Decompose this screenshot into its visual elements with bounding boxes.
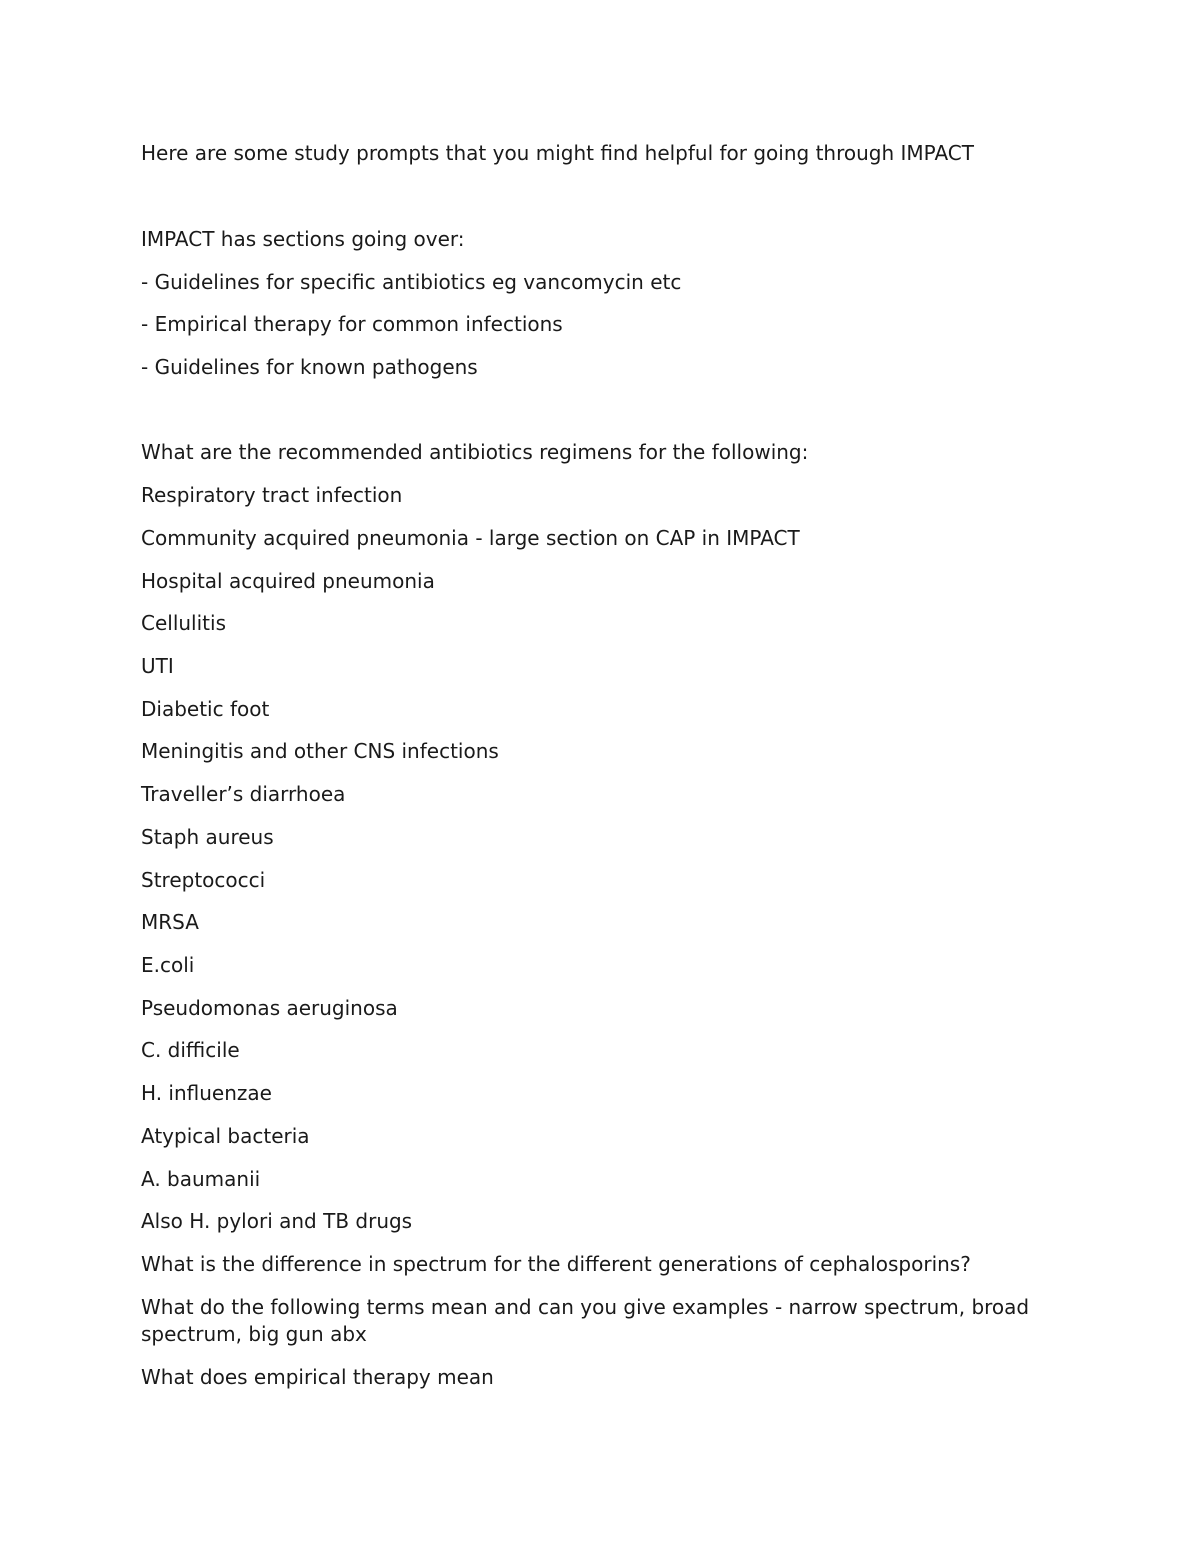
regimen-item: Atypical bacteria — [141, 1124, 310, 1148]
intro-paragraph: Here are some study prompts that you might find helpful for going through IMPACT — [141, 141, 974, 165]
regimen-item: Respiratory tract infection — [141, 483, 403, 507]
sections-heading: IMPACT has sections going over: — [141, 227, 465, 251]
regimen-item: Staph aureus — [141, 825, 274, 849]
regimen-item: Hospital acquired pneumonia — [141, 569, 435, 593]
regimen-item: Meningitis and other CNS infections — [141, 739, 499, 763]
section-item-empirical: - Empirical therapy for common infections — [141, 312, 563, 336]
regimen-item: UTI — [141, 654, 174, 678]
question-spectrum-terms: What do the following terms mean and can you give examples - narrow spectrum, broad spectrum, big gun abx — [141, 1295, 1030, 1346]
question-cephalosporins: What is the difference in spectrum for the different generations of cephalosporins? — [141, 1252, 971, 1276]
regimen-item: Community acquired pneumonia - large section on CAP in IMPACT — [141, 526, 800, 550]
regimen-item: Also H. pylori and TB drugs — [141, 1209, 413, 1233]
section-item-antibiotics: - Guidelines for specific antibiotics eg vancomycin etc — [141, 270, 682, 294]
regimens-question: What are the recommended antibiotics regimens for the following: — [141, 440, 809, 464]
section-item-pathogens: - Guidelines for known pathogens — [141, 355, 478, 379]
regimen-item: MRSA — [141, 910, 199, 934]
regimen-item: H. influenzae — [141, 1081, 272, 1105]
regimen-item: Cellulitis — [141, 611, 226, 635]
regimen-item: Streptococci — [141, 868, 266, 892]
regimen-item: E.coli — [141, 953, 195, 977]
question-empirical-therapy: What does empirical therapy mean — [141, 1365, 494, 1389]
regimen-item: Pseudomonas aeruginosa — [141, 996, 398, 1020]
regimen-item: A. baumanii — [141, 1167, 261, 1191]
regimen-item: Traveller’s diarrhoea — [141, 782, 346, 806]
regimen-item: C. difficile — [141, 1038, 240, 1062]
regimen-item: Diabetic foot — [141, 697, 270, 721]
